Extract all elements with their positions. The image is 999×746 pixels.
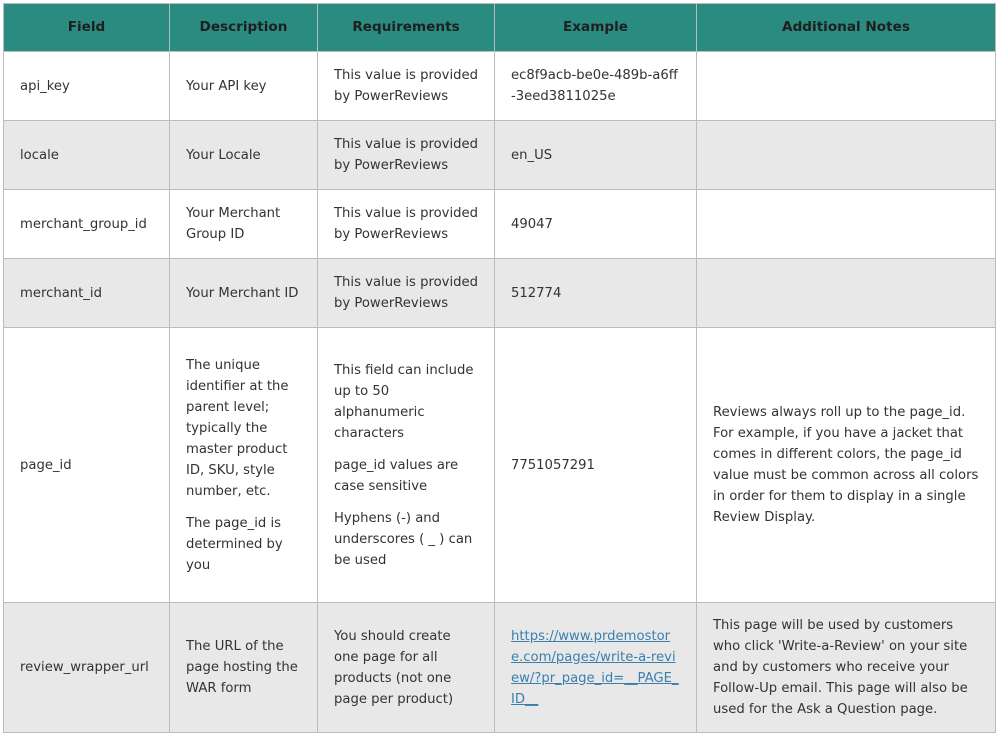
field-name: merchant_group_id	[20, 216, 147, 232]
requirements-text: This value is provided by PowerReviews	[334, 68, 478, 104]
requirements-text: page_id values are case sensitive	[334, 457, 459, 494]
field-cell	[4, 121, 170, 190]
example-cell	[495, 603, 697, 733]
description-cell	[170, 121, 318, 190]
table-body	[4, 52, 996, 733]
field-name: review_wrapper_url	[20, 660, 149, 675]
requirements-text: This value is provided by PowerReviews	[334, 137, 478, 173]
notes-text: Reviews always roll up to the page_id. For example, if you have a jacket that comes in different colors, the page_id value must be common across all colors in order for them to display in a single Review Display.	[713, 405, 979, 525]
notes-cell	[697, 190, 996, 259]
notes-cell	[697, 121, 996, 190]
example-value: en_US	[511, 147, 553, 163]
header-requirements: Requirements	[318, 4, 495, 52]
description-text: The page_id is determined by you	[186, 515, 283, 573]
description-cell	[170, 259, 318, 328]
requirements-text: This value is provided by PowerReviews	[334, 206, 478, 242]
requirements-cell	[318, 190, 495, 259]
requirements-text: This field can include up to 50 alphanumeric characters	[334, 362, 474, 441]
field-name: page_id	[20, 457, 72, 473]
table-row	[4, 603, 996, 733]
notes-cell	[697, 603, 996, 733]
example-cell	[495, 328, 697, 603]
example-value: ec8f9acb-be0e-489b-a6ff-3eed3811025e	[511, 68, 678, 104]
field-cell	[4, 259, 170, 328]
header-additional-notes: Additional Notes	[697, 4, 996, 52]
notes-cell	[697, 328, 996, 603]
header-row	[4, 4, 996, 52]
requirements-cell	[318, 52, 495, 121]
field-cell	[4, 603, 170, 733]
requirements-text: You should create one page for all products (not one page per product)	[334, 628, 454, 707]
description-text: Your Merchant Group ID	[186, 206, 281, 242]
description-cell	[170, 190, 318, 259]
notes-text: This page will be used by customers who click 'Write-a-Review' on your site and by customers who receive your Follow-Up email. This page will also be used for the Ask a Question page.	[713, 618, 968, 717]
requirements-text: Hyphens (-) and underscores ( _ ) can be used	[334, 510, 473, 568]
description-text: The unique identifier at the parent level; typically the master product ID, SKU, style number, etc.	[186, 357, 289, 499]
field-cell	[4, 190, 170, 259]
example-cell	[495, 121, 697, 190]
description-cell	[170, 52, 318, 121]
example-cell	[495, 190, 697, 259]
field-cell	[4, 328, 170, 603]
table-row	[4, 328, 996, 603]
example-value: 49047	[511, 216, 553, 232]
description-text: Your API key	[186, 78, 267, 94]
example-url-link[interactable]: https://www.prdemostore.com/pages/write-a-review/?pr_page_id=__PAGE_ID__	[511, 628, 679, 707]
field-name: locale	[20, 147, 59, 163]
fields-table	[3, 3, 996, 733]
requirements-cell	[318, 259, 495, 328]
table-row	[4, 121, 996, 190]
requirements-cell	[318, 328, 495, 603]
header-description: Description	[170, 4, 318, 52]
example-value: 7751057291	[511, 457, 595, 473]
description-text: Your Locale	[186, 147, 261, 163]
field-cell	[4, 52, 170, 121]
example-value: 512774	[511, 285, 562, 301]
table-row	[4, 259, 996, 328]
description-cell	[170, 603, 318, 733]
requirements-text: This value is provided by PowerReviews	[334, 275, 478, 311]
description-text: The URL of the page hosting the WAR form	[186, 639, 298, 696]
description-cell	[170, 328, 318, 603]
description-text: Your Merchant ID	[186, 285, 299, 301]
example-cell	[495, 259, 697, 328]
example-cell	[495, 52, 697, 121]
requirements-cell	[318, 603, 495, 733]
table-row	[4, 52, 996, 121]
table-header	[4, 4, 996, 52]
notes-cell	[697, 52, 996, 121]
field-name: api_key	[20, 78, 70, 94]
field-name: merchant_id	[20, 285, 102, 301]
header-example: Example	[495, 4, 697, 52]
notes-cell	[697, 259, 996, 328]
header-field: Field	[4, 4, 170, 52]
requirements-cell	[318, 121, 495, 190]
table-row	[4, 190, 996, 259]
